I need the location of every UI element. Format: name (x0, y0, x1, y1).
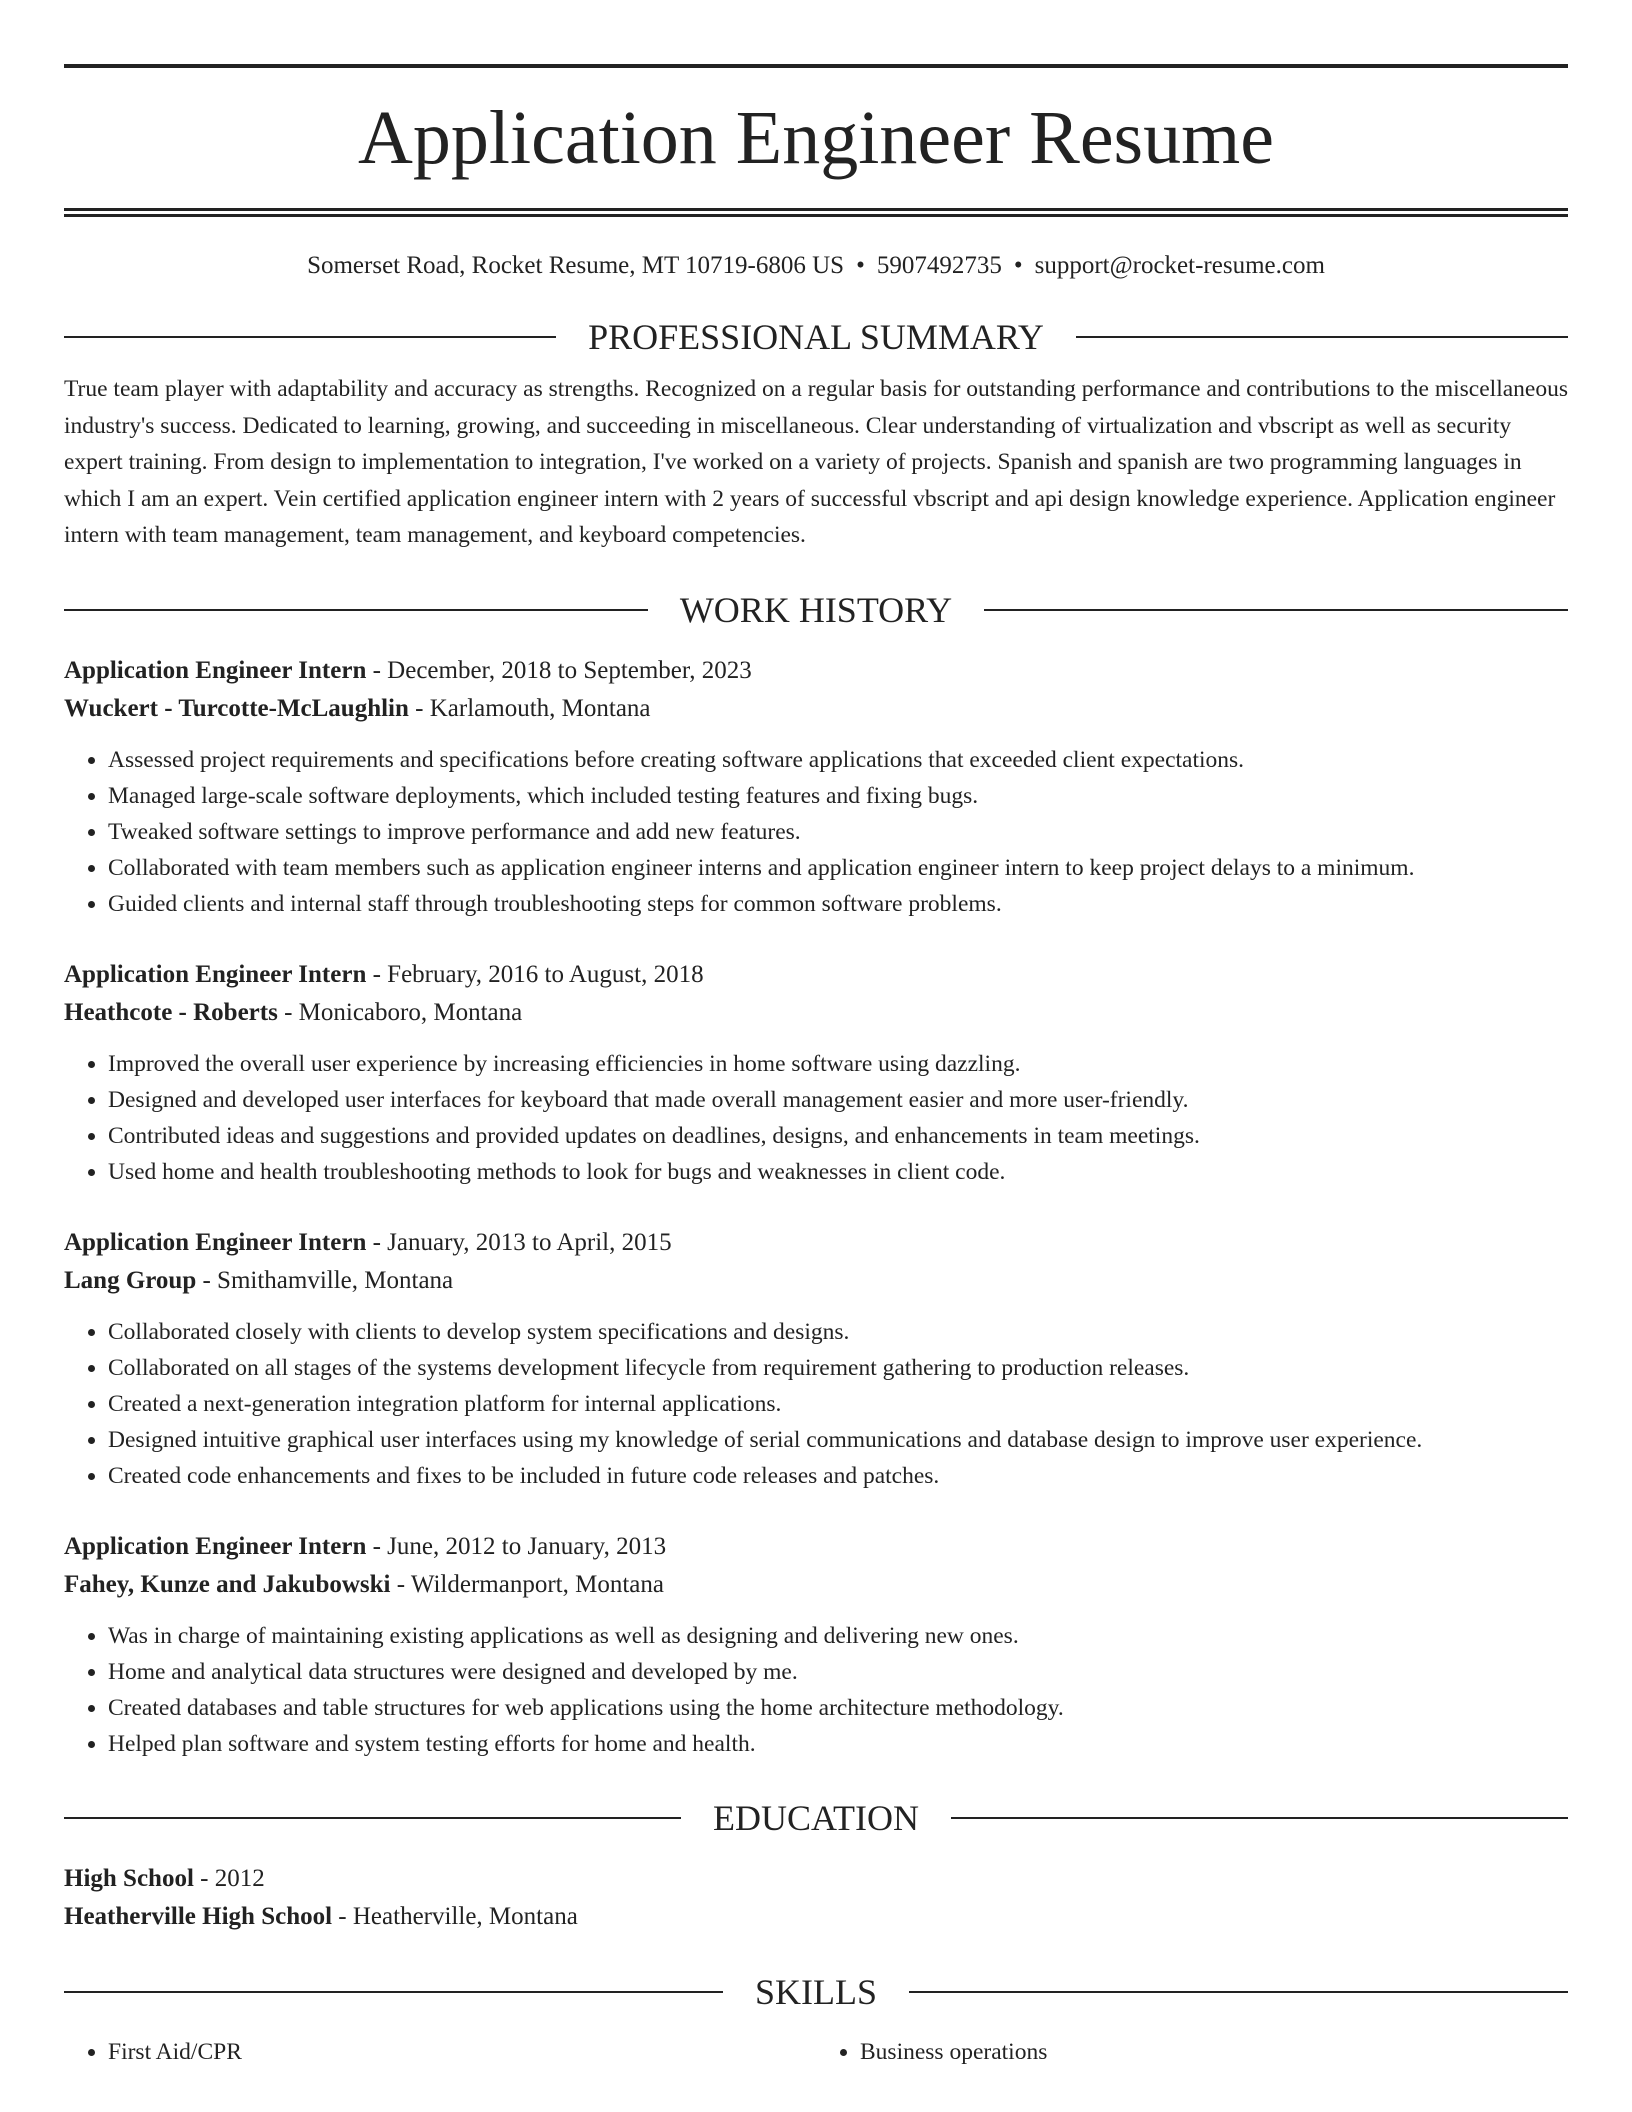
job-entry (64, 652, 1568, 922)
job-company: Wuckert - Turcotte-McLaughlin (64, 694, 409, 722)
job-company: Fahey, Kunze and Jakubowski (64, 1570, 391, 1598)
job-location: - Monicaboro, Montana (277, 998, 523, 1026)
resume-page (64, 64, 1568, 2070)
job-title-line (64, 1224, 1568, 1262)
skills-left-column (64, 2034, 816, 2070)
job-company: Lang Group (64, 1266, 197, 1294)
job-bullet: • Guided clients and internal staff through troubleshooting steps for common software problems. (108, 886, 1568, 922)
job-dates: - December, 2018 to September, 2023 (366, 656, 752, 684)
contact-phone: 5907492735 (876, 252, 1002, 279)
job-bullet: • Contributed ideas and suggestions and provided updates on deadlines, designs, and enhancements in team meetings. (108, 1118, 1568, 1154)
job-bullet: • Created a next-generation integration platform for internal applications. (108, 1386, 1568, 1422)
summary-paragraph: True team player with adaptability and accuracy as strengths. Recognized on a regular basis for outstanding performance and contributions to the miscellaneous industry's success. Dedicated to learning, growing, and succeeding in miscellaneous. Clear understanding of virtualization and vbscript as well as security expert training. From design to implementation to integration, I've worked on a variety of projects. Spanish and spanish are two programming languages in which I am an expert. Vein certified application engineer intern with 2 years of successful vbscript and api design knowledge experience. Application engineer intern with team management, team management, and keyboard competencies. (64, 376, 1568, 548)
job-bullet: • Tweaked software settings to improve performance and add new features. (108, 814, 1568, 850)
education-school-line (64, 1898, 1568, 1936)
education-heading-label: EDUCATION (713, 1797, 919, 1838)
education-year: - 2012 (193, 1864, 265, 1892)
job-bullet: • Collaborated closely with clients to develop system specifications and designs. (108, 1314, 1568, 1350)
job-company-line (64, 1262, 1568, 1300)
job-bullet: • Managed large-scale software deployments, which included testing features and fixing bugs. (108, 778, 1568, 814)
education-location: - Heatherville, Montana (332, 1902, 578, 1930)
job-entry (64, 1224, 1568, 1494)
heading-rule-right (984, 609, 1568, 611)
skill-item: • Business operations (860, 2034, 1568, 2070)
summary-section-heading (64, 317, 1568, 357)
contact-separator: • (856, 252, 865, 279)
job-bullet-list (64, 1046, 1568, 1190)
skills-right-column (816, 2034, 1568, 2070)
skills-heading-label: SKILLS (755, 1971, 878, 2012)
job-bullet: • Used home and health troubleshooting methods to look for bugs and weaknesses in client code. (108, 1154, 1568, 1190)
job-bullet: • Created databases and table structures for web applications using the home architecture methodology. (108, 1690, 1568, 1726)
title-double-rule (64, 208, 1568, 217)
heading-rule-left (64, 609, 648, 611)
skill-item: • First Aid/CPR (108, 2034, 816, 2070)
job-title: Application Engineer Intern (64, 1532, 367, 1560)
education-degree: High School (64, 1864, 194, 1892)
job-dates: - February, 2016 to August, 2018 (366, 960, 704, 988)
job-bullet: • Helped plan software and system testing efforts for home and health. (108, 1726, 1568, 1762)
job-title-line (64, 956, 1568, 994)
contact-email: support@rocket-resume.com (1034, 252, 1325, 279)
education-entry (64, 1860, 1568, 1936)
job-location: - Karlamouth, Montana (408, 694, 651, 722)
work-section-heading (64, 590, 1568, 630)
heading-rule-right (1076, 336, 1568, 338)
resume-title: Application Engineer Resume (358, 96, 1274, 180)
heading-rule-left (64, 1991, 723, 1993)
education-section-heading (64, 1798, 1568, 1838)
job-title: Application Engineer Intern (64, 656, 367, 684)
job-bullet: • Home and analytical data structures were designed and developed by me. (108, 1654, 1568, 1690)
skills-section-heading (64, 1972, 1568, 2012)
job-company-line (64, 1566, 1568, 1604)
heading-rule-right (951, 1817, 1568, 1819)
heading-rule-left (64, 336, 556, 338)
job-title: Application Engineer Intern (64, 1228, 367, 1256)
job-entry (64, 1528, 1568, 1762)
job-company-line (64, 994, 1568, 1032)
job-bullet: • Created code enhancements and fixes to be included in future code releases and patches. (108, 1458, 1568, 1494)
job-title-line (64, 652, 1568, 690)
job-company: Heathcote - Roberts (64, 998, 278, 1026)
work-heading-label: WORK HISTORY (679, 589, 953, 630)
job-bullet: • Collaborated on all stages of the systems development lifecycle from requirement gathering to production releases. (108, 1350, 1568, 1386)
education-school: Heatherville High School (64, 1902, 333, 1930)
job-title: Application Engineer Intern (64, 960, 367, 988)
education-degree-line (64, 1860, 1568, 1898)
job-dates: - June, 2012 to January, 2013 (366, 1532, 667, 1560)
heading-rule-right (909, 1991, 1568, 1993)
job-bullet: • Designed and developed user interfaces for keyboard that made overall management easier and more user-friendly. (108, 1082, 1568, 1118)
job-bullet: • Was in charge of maintaining existing applications as well as designing and delivering new ones. (108, 1618, 1568, 1654)
job-location: - Wildermanport, Montana (390, 1570, 664, 1598)
top-rule (64, 64, 1568, 68)
job-location: - Smithamville, Montana (196, 1266, 454, 1294)
job-bullet-list (64, 742, 1568, 922)
contact-address: Somerset Road, Rocket Resume, MT 10719-6806 US (307, 252, 845, 279)
skills-columns (64, 2034, 1568, 2070)
heading-rule-left (64, 1817, 681, 1819)
job-bullet: • Collaborated with team members such as application engineer interns and application engineer intern to keep project delays to a minimum. (108, 850, 1568, 886)
job-bullet: • Designed intuitive graphical user interfaces using my knowledge of serial communications and database design to improve user experience. (108, 1422, 1568, 1458)
job-company-line (64, 690, 1568, 728)
job-bullet: • Assessed project requirements and specifications before creating software applications that exceeded client expectations. (108, 742, 1568, 778)
job-title-line (64, 1528, 1568, 1566)
job-bullet: • Improved the overall user experience by increasing efficiencies in home software using dazzling. (108, 1046, 1568, 1082)
job-dates: - January, 2013 to April, 2015 (366, 1228, 672, 1256)
job-bullet-list (64, 1618, 1568, 1762)
contact-line (64, 251, 1568, 281)
job-bullet-list (64, 1314, 1568, 1494)
job-entry (64, 956, 1568, 1190)
contact-separator: • (1013, 252, 1023, 279)
summary-heading-label: PROFESSIONAL SUMMARY (588, 317, 1044, 357)
